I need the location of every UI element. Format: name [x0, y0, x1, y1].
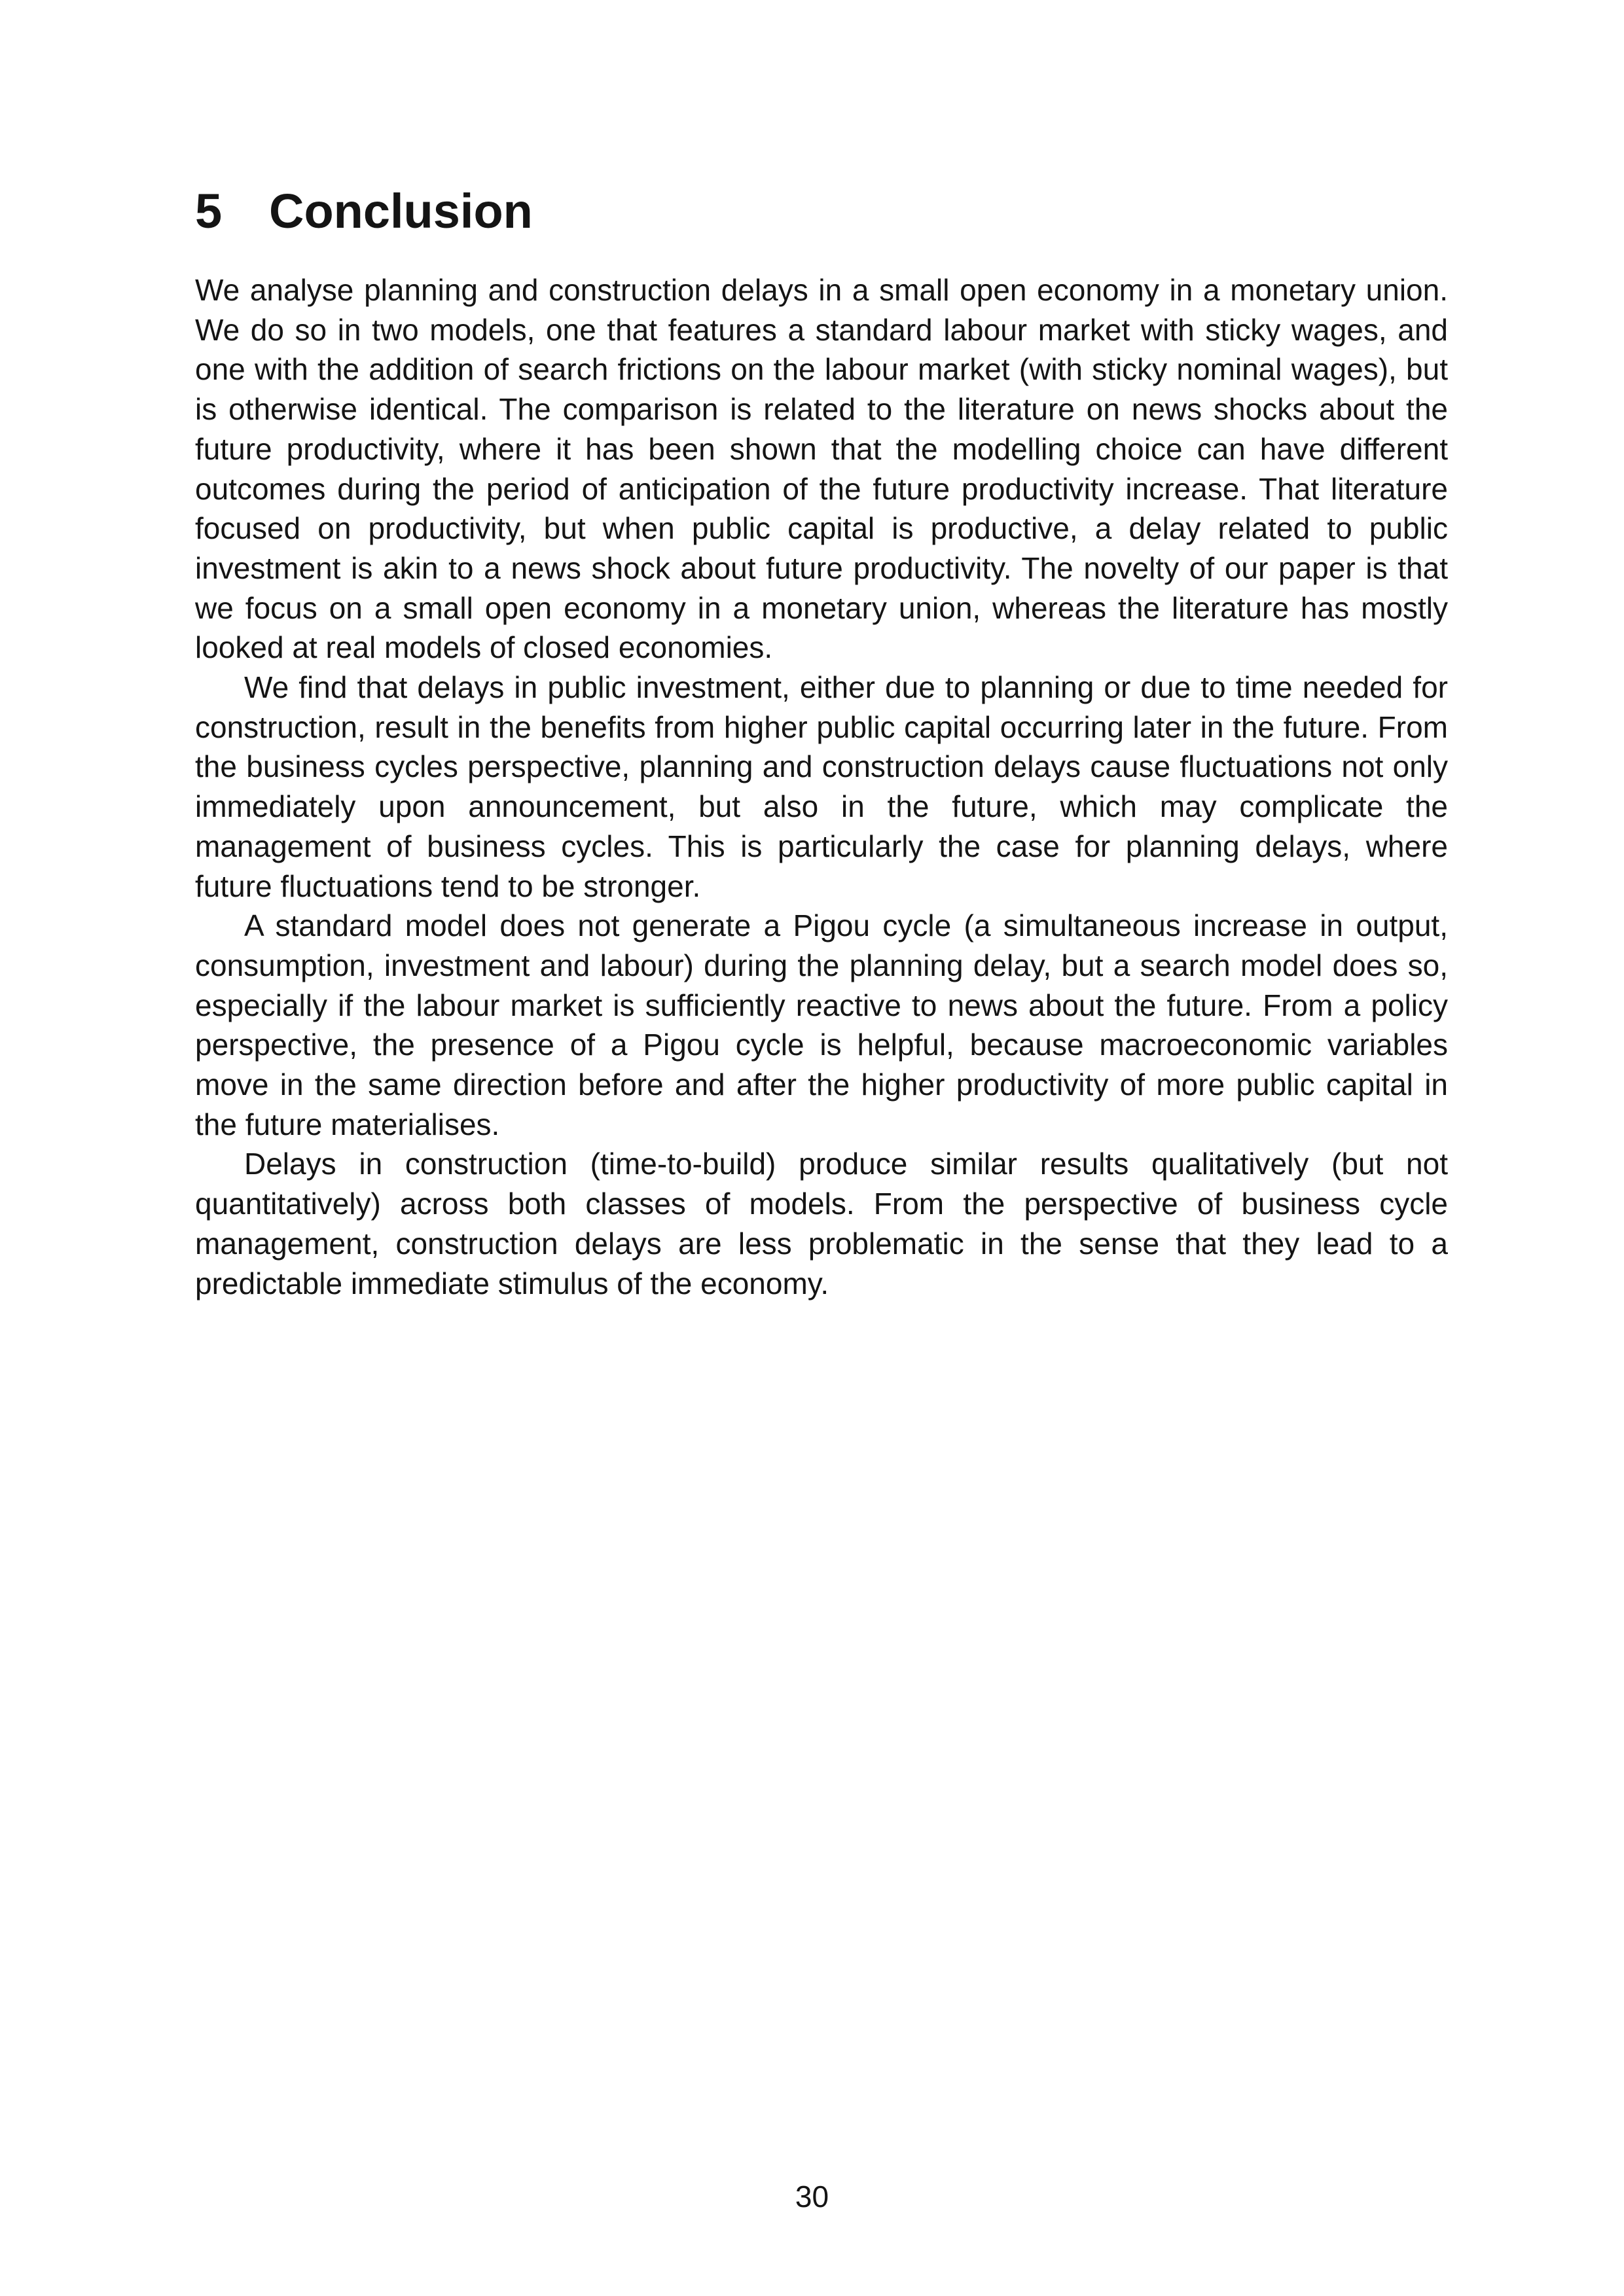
section-body: [195, 270, 1448, 1303]
paragraph-1: We analyse planning and construction delays in a small open economy in a monetary union. We do so in two models, one that features a standard labour market with sticky wages, and one with the addition of search frictions on the labour market (with sticky nominal wages), but is otherwise identical. The comparison is related to the literature on news shocks about the future productivity, where it has been shown that the modelling choice can have different outcomes during the period of anticipation of the future productivity increase. That literature focused on productivity, but when public capital is productive, a delay related to public investment is akin to a news shock about future productivity. The novelty of our paper is that we focus on a small open economy in a monetary union, whereas the literature has mostly looked at real models of closed economies.: [195, 273, 1448, 665]
section-heading: [195, 175, 533, 247]
section-title: Conclusion: [269, 184, 533, 238]
page-number: 30: [795, 2179, 829, 2214]
section-number: 5: [195, 184, 223, 238]
paragraph-4: Delays in construction (time-to-build) produce similar results qualitatively (but not quantitatively) across both classes of models. From the perspective of business cycle management, construction delays are less problematic in the sense that they lead to a predictable immediate stimulus of the economy.: [195, 1147, 1448, 1300]
paragraph-2: We find that delays in public investment, either due to planning or due to time needed for construction, result in the benefits from higher public capital occurring later in the future. From the business cycles perspective, planning and construction delays cause fluctuations not only immediately upon announcement, but also in the future, which may complicate the management of business cycles. This is particularly the case for planning delays, where future fluctuations tend to be stronger.: [195, 670, 1448, 903]
paragraph-3: A standard model does not generate a Pigou cycle (a simultaneous increase in output, consumption, investment and labour) during the planning delay, but a search model does so, especially if the labour market is sufficiently reactive to news about the future. From a policy perspective, the presence of a Pigou cycle is helpful, because macroeconomic variables move in the same direction before and after the higher productivity of more public capital in the future materialises.: [195, 908, 1448, 1141]
